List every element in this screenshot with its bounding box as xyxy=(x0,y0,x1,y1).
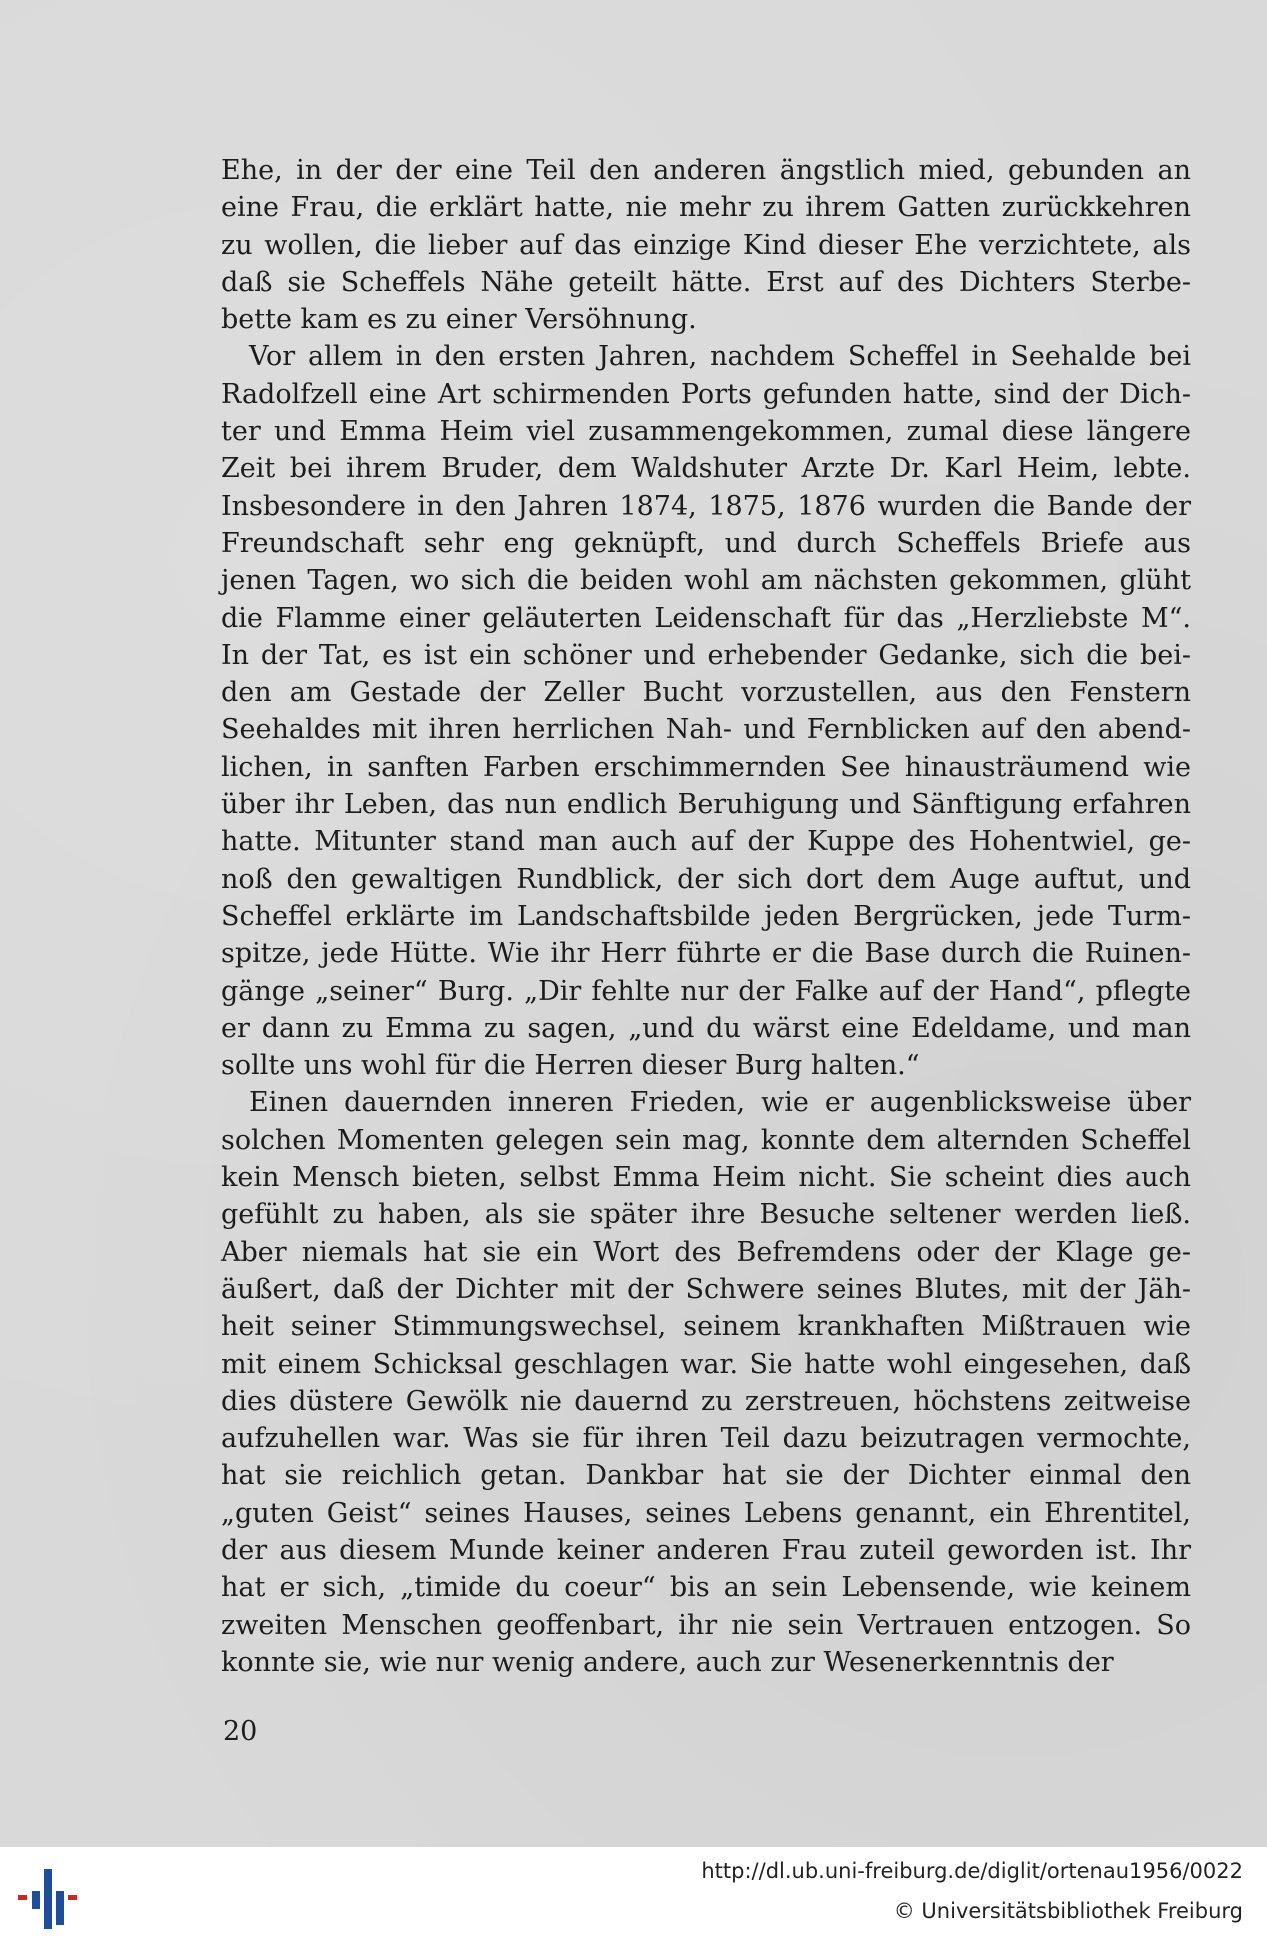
text-line: Freundschaft sehr eng geknüpft, und durch Scheffels Briefe aus xyxy=(221,527,1191,559)
text-line: bette kam es zu einer Versöhnung. xyxy=(221,304,697,336)
text-line: Insbesondere in den Jahren 1874, 1875, 1876 wurden die Bande der xyxy=(221,490,1191,522)
text-line: sollte uns wohl für die Herren dieser Burg halten.“ xyxy=(221,1050,920,1082)
text-line: Aber niemals hat sie ein Wort des Befremdens oder der Klage ge- xyxy=(221,1236,1191,1268)
text-line: Radolfzell eine Art schirmenden Ports gefunden hatte, sind der Dich- xyxy=(221,378,1191,410)
library-logo-icon xyxy=(14,1861,78,1931)
text-line: gänge „seiner“ Burg. „Dir fehlte nur der Falke auf der Hand“, pflegte xyxy=(221,975,1191,1007)
text-line: Ehe, in der der eine Teil den anderen ängstlich mied, gebunden an xyxy=(221,155,1191,186)
text-line: der aus diesem Munde keiner anderen Frau zuteil geworden ist. Ihr xyxy=(221,1534,1191,1566)
text-line: daß sie Scheffels Nähe geteilt hätte. Erst auf des Dichters Sterbe- xyxy=(221,266,1191,298)
text-line: lichen, in sanften Farben erschimmernden See hinausträumend wie xyxy=(221,751,1191,783)
text-line: ter und Emma Heim viel zusammengekommen, zumal diese längere xyxy=(221,416,1191,448)
text-line: „guten Geist“ seines Hauses, seines Lebens genannt, ein Ehrentitel, xyxy=(221,1497,1191,1529)
text-line: zweiten Menschen geoffenbart, ihr nie sein Vertrauen entzogen. So xyxy=(221,1609,1191,1641)
text-line: hatte. Mitunter stand man auch auf der Kuppe des Hohentwiel, ge- xyxy=(221,826,1191,858)
text-line: er dann zu Emma zu sagen, „und du wärst eine Edeldame, und man xyxy=(221,1012,1191,1044)
text-line: gefühlt zu haben, als sie später ihre Besuche seltener werden ließ. xyxy=(221,1199,1191,1231)
text-line: dies düstere Gewölk nie dauernd zu zerstreuen, höchstens zeitweise xyxy=(221,1385,1191,1417)
text-line: die Flamme einer geläuterten Leidenschaft für das „Herzliebste M“. xyxy=(221,602,1191,634)
text-line: über ihr Leben, das nun endlich Beruhigung und Sänftigung erfahren xyxy=(221,789,1191,821)
copyright-notice: © Universitätsbibliothek Freiburg xyxy=(893,1899,1243,1923)
text-line: zu wollen, die lieber auf das einzige Kind dieser Ehe verzichtete, als xyxy=(221,229,1191,261)
text-line: jenen Tagen, wo sich die beiden wohl am nächsten gekommen, glüht xyxy=(221,565,1191,597)
text-line: hat sie reichlich getan. Dankbar hat sie der Dichter einmal den xyxy=(221,1460,1191,1492)
text-line: kein Mensch bieten, selbst Emma Heim nicht. Sie scheint dies auch xyxy=(221,1162,1191,1194)
footer-bar xyxy=(0,1847,1267,1941)
text-line: eine Frau, die erklärt hatte, nie mehr zu ihrem Gatten zurückkehren xyxy=(221,192,1191,224)
text-line: Seehaldes mit ihren herrlichen Nah- und Fernblicken auf den abend- xyxy=(221,714,1191,746)
text-line: den am Gestade der Zeller Bucht vorzustellen, aus den Fenstern xyxy=(221,677,1191,709)
text-line: Einen dauernden inneren Frieden, wie er augenblicksweise über xyxy=(249,1087,1191,1119)
text-line: solchen Momenten gelegen sein mag, konnte dem alternden Scheffel xyxy=(221,1124,1191,1156)
text-line: aufzuhellen war. Was sie für ihren Teil dazu beizutragen vermochte, xyxy=(221,1423,1191,1455)
text-line: spitze, jede Hütte. Wie ihr Herr führte er die Base durch die Ruinen- xyxy=(221,938,1191,970)
text-line: konnte sie, wie nur wenig andere, auch zur Wesenerkenntnis der xyxy=(221,1646,1114,1678)
permalink-link[interactable]: http://dl.ub.uni-freiburg.de/diglit/ortenau1956/0022 xyxy=(701,1859,1243,1883)
text-line: Scheffel erklärte im Landschaftsbilde jeden Bergrücken, jede Turm- xyxy=(221,900,1191,932)
page-number: 20 xyxy=(223,1716,258,1747)
text-line: In der Tat, es ist ein schöner und erhebender Gedanke, sich die bei- xyxy=(221,639,1191,671)
text-line: mit einem Schicksal geschlagen war. Sie hatte wohl eingesehen, daß xyxy=(221,1348,1191,1380)
body-text xyxy=(221,152,1191,1681)
text-line: heit seiner Stimmungswechsel, seinem krankhaften Mißtrauen wie xyxy=(221,1311,1191,1343)
text-line: äußert, daß der Dichter mit der Schwere seines Blutes, mit der Jäh- xyxy=(221,1273,1191,1305)
text-line: Zeit bei ihrem Bruder, dem Waldshuter Arzte Dr. Karl Heim, lebte. xyxy=(221,453,1191,485)
text-line: noß den gewaltigen Rundblick, der sich dort dem Auge auftut, und xyxy=(221,863,1191,895)
text-line: hat er sich, „timide du coeur“ bis an sein Lebensende, wie keinem xyxy=(221,1572,1191,1604)
text-line: Vor allem in den ersten Jahren, nachdem Scheffel in Seehalde bei xyxy=(249,341,1191,373)
